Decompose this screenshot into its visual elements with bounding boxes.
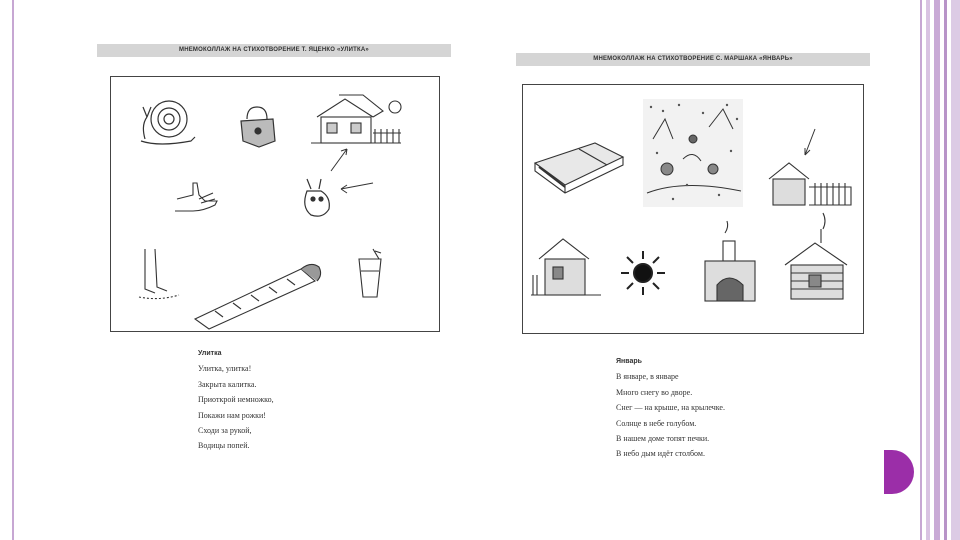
snail-head-icon: [305, 179, 330, 216]
right-poem-line: Снег — на крыше, на крылечке.: [616, 403, 725, 413]
left-poem: [198, 346, 398, 454]
right-poem-line: В нашем доме топят печки.: [616, 434, 710, 444]
right-poem-title: Январь: [616, 358, 642, 365]
side-decoration-strip: [926, 0, 960, 540]
left-card-header: МНЕМОКОЛЛАЖ НА СТИХОТВОРЕНИЕ Т. ЯЦЕНКО «УЛИТКА»: [97, 44, 451, 57]
right-poem-line: Много снегу во дворе.: [616, 387, 693, 397]
glass-of-water-icon: [359, 249, 381, 297]
left-poem-line: Сходи за рукой,: [198, 426, 252, 436]
winter-scene-icon: [643, 99, 743, 207]
stove-icon: [705, 221, 755, 301]
right-card-header: МНЕМОКОЛЛАЖ НА СТИХОТВОРЕНИЕ С. МАРШАКА «ЯНВАРЬ»: [516, 53, 870, 66]
frame-line-right: [920, 0, 922, 540]
legs-icon: [139, 249, 179, 299]
left-poem-line: Закрыта калитка.: [198, 379, 257, 389]
right-collage-box: [522, 84, 864, 334]
left-poem-title: Улитка: [198, 350, 222, 357]
right-poem-line: Солнце в небе голубом.: [616, 418, 697, 428]
right-poem: [616, 354, 856, 462]
house-with-fence-icon: [769, 163, 851, 205]
left-poem-line: Покажи нам рожки!: [198, 410, 266, 420]
sun-icon: [621, 251, 665, 295]
house-icon: [311, 95, 401, 143]
arrow-to-roof-icon: [805, 129, 815, 155]
snail-icon: [141, 101, 195, 144]
lock-icon: [241, 107, 275, 147]
left-collage-drawings: [111, 77, 439, 331]
left-collage-box: [110, 76, 440, 332]
frame-line-left: [12, 0, 14, 540]
right-poem-line: В небо дым идёт столбом.: [616, 449, 705, 459]
calendar-icon: [535, 143, 623, 193]
left-poem-line: Улитка, улитка!: [198, 364, 252, 374]
right-collage-drawings: [523, 85, 863, 333]
right-poem-line: В январе, в январе: [616, 372, 679, 382]
arrow-to-house-icon: [331, 149, 347, 171]
left-poem-line: Водицы попей.: [198, 441, 250, 451]
porch-house-icon: [531, 239, 601, 295]
accent-tab: [884, 450, 914, 494]
log-cabin-icon: [785, 213, 847, 299]
hand-icon: [175, 183, 217, 211]
road-path-icon: [195, 264, 321, 329]
left-poem-line: Приоткрой немножко,: [198, 395, 274, 405]
